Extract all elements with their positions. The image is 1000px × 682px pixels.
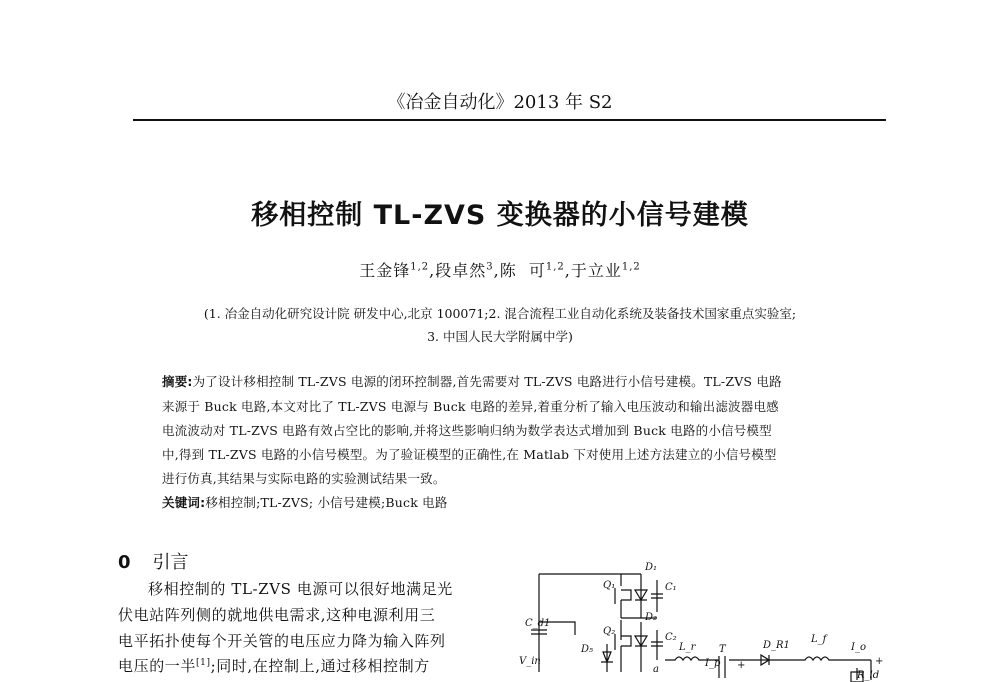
journal-header: 《冶金自动化》2013 年 S2 xyxy=(387,92,613,113)
body-text: ;同时,在控制上,通过移相控制方 xyxy=(210,657,430,675)
header-divider xyxy=(133,119,886,121)
label-lr: L_r xyxy=(679,642,696,653)
keywords-label: 关键词: xyxy=(162,495,206,510)
switch-q2 xyxy=(615,634,631,672)
diode-d5 xyxy=(601,644,613,672)
abstract-line xyxy=(162,372,782,390)
section-number: 0 xyxy=(118,552,131,573)
section-heading xyxy=(118,548,189,574)
abstract-line: 进行仿真,其结果与实际电路的实验测试结果一致。 xyxy=(162,471,446,486)
body-line xyxy=(118,655,430,676)
paper-title: 移相控制 TL-ZVS 变换器的小信号建模 xyxy=(251,200,749,231)
label-q2: Q₂ xyxy=(603,626,616,637)
circuit-diagram xyxy=(515,560,895,682)
body-text: 电压的一半 xyxy=(118,657,197,675)
label-plus-output: + xyxy=(875,656,884,667)
author-affiliation-mark: 1,2 xyxy=(410,261,430,273)
author-name: 于立业 xyxy=(570,261,622,280)
label-q1: Q₁ xyxy=(603,580,616,591)
abstract-label: 摘要: xyxy=(162,374,193,389)
label-c2: C₂ xyxy=(665,632,677,643)
label-cd1: C_d1 xyxy=(525,618,551,629)
label-rld: R_ld xyxy=(857,670,880,681)
inductor-lf xyxy=(769,657,871,660)
body-line: 电平拓扑使每个开关管的电压应力降为输入阵列 xyxy=(118,632,446,650)
body-line: 伏电站阵列侧的就地供电需求,这种电源利用三 xyxy=(118,606,436,624)
keywords-line xyxy=(162,493,448,511)
circuit-wire xyxy=(539,574,641,672)
diode-d2 xyxy=(635,622,647,672)
abstract-line: 来源于 Buck 电路,本文对比了 TL-ZVS 电源与 Buck 电路的差异,着重分析了输入电压波动和输出滤波器电感 xyxy=(162,399,779,414)
author-name: 陈 可 xyxy=(499,261,546,280)
label-d1: D₁ xyxy=(645,562,658,573)
abstract-text: 为了设计移相控制 TL-ZVS 电源的闭环控制器,首先需要对 TL-ZVS 电路进行小信号建模。TL-ZVS 电路 xyxy=(192,374,782,389)
affiliation-line: (1. 冶金自动化研究设计院 研发中心,北京 100071;2. 混合流程工业自动化系统及装备技术国家重点实验室; xyxy=(203,306,797,321)
label-vin: V_in xyxy=(519,656,541,667)
label-c1: C₁ xyxy=(665,582,677,593)
capacitor-c1 xyxy=(651,580,663,612)
author-affiliation-mark: 3 xyxy=(486,261,494,273)
author-name: 段卓然 xyxy=(435,261,487,280)
citation-mark: [1] xyxy=(196,658,211,668)
label-d2: D₂ xyxy=(645,612,658,623)
capacitor-c2 xyxy=(651,630,663,660)
author-list: 王金锋$^{1,2}$,段卓然$^3$,陈 可$^{1,2}$,于立业$^{1,2}$ xyxy=(359,261,641,280)
label-io: I_o xyxy=(851,642,866,653)
diode-dr1 xyxy=(729,655,769,665)
label-a: a xyxy=(653,664,659,675)
abstract-line: 中,得到 TL-ZVS 电路的小信号模型。为了验证模型的正确性,在 Matlab 下对使用上述方法建立的小信号模型 xyxy=(162,447,777,462)
author-affiliation-mark: 1,2 xyxy=(621,261,641,273)
section-title: 引言 xyxy=(152,552,189,573)
switch-q1 xyxy=(615,574,631,618)
label-t: T xyxy=(719,644,726,655)
abstract-line: 电流波动对 TL-ZVS 电路有效占空比的影响,并将这些影响归纳为数学表达式增加到 Buck 电路的小信号模型 xyxy=(162,423,772,438)
author-affiliation-mark: 1,2 xyxy=(545,261,565,273)
keywords-text: 移相控制;TL-ZVS; 小信号建模;Buck 电路 xyxy=(205,495,448,510)
label-ip: I_p xyxy=(705,658,721,669)
affiliation-line: 3. 中国人民大学附属中学) xyxy=(427,329,573,344)
label-dr1: D_R1 xyxy=(763,640,790,651)
label-lf: L_f xyxy=(811,634,827,645)
body-line: 移相控制的 TL-ZVS 电源可以很好地满足光 xyxy=(148,580,453,598)
label-plus-input: + xyxy=(737,660,746,671)
label-d5: D₅ xyxy=(581,644,594,655)
author-name: 王金锋 xyxy=(359,261,411,280)
